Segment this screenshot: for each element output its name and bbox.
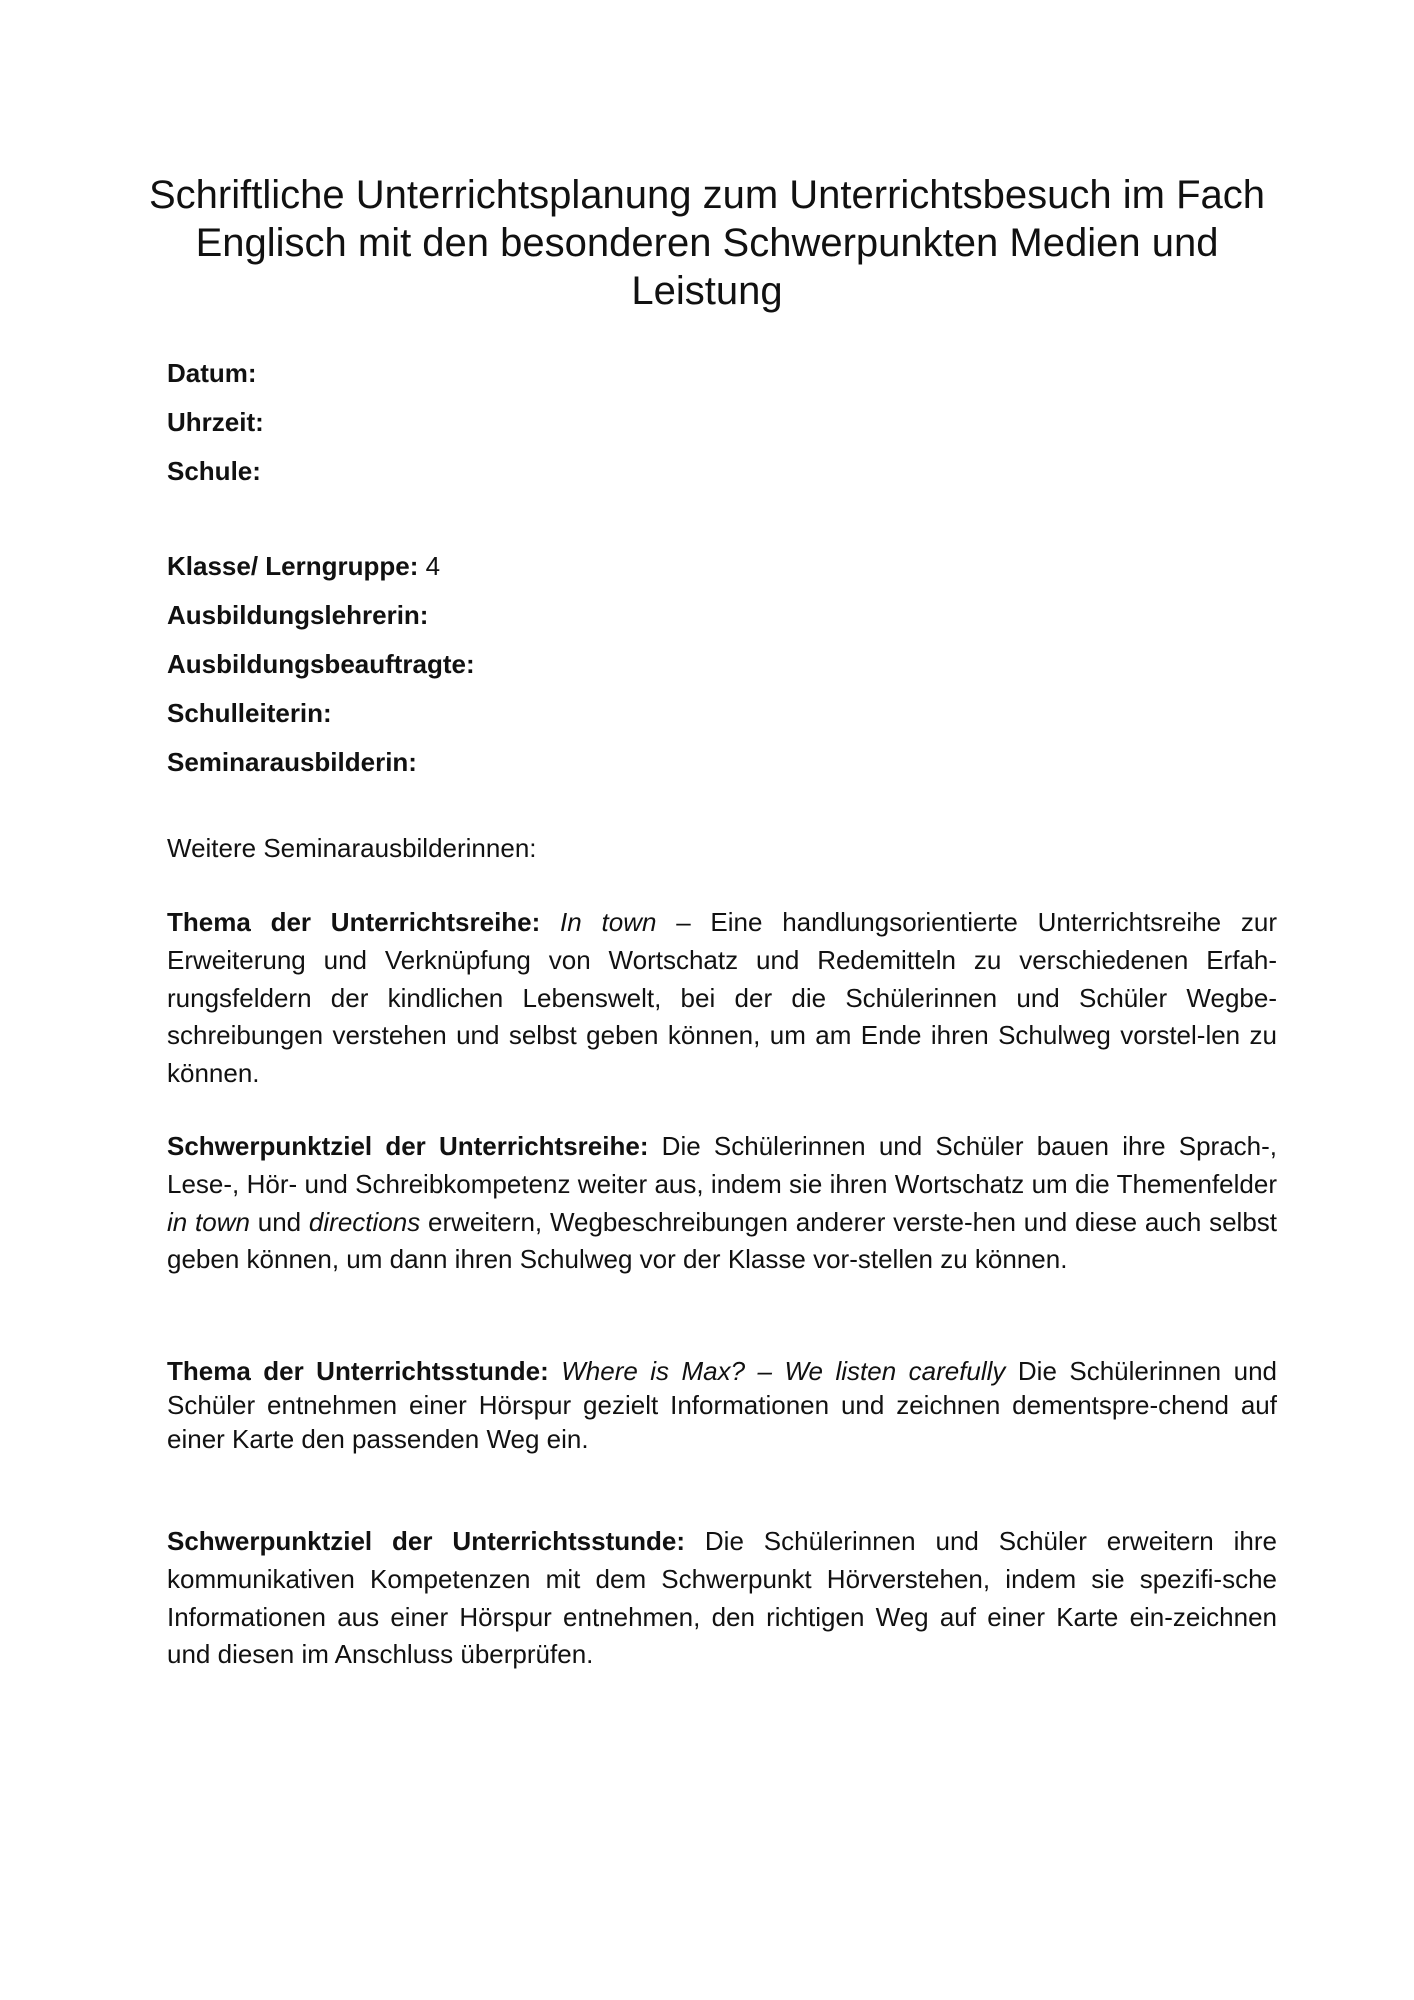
field-label: Uhrzeit:: [167, 407, 264, 437]
field-label: Seminarausbilderin:: [167, 747, 417, 777]
field-schulleiterin: [167, 689, 1277, 738]
field-label: Klasse/ Lerngruppe:: [167, 551, 419, 581]
stunde-ziel-paragraph: [167, 1523, 1277, 1674]
field-label: Schule:: [167, 456, 261, 486]
field-label: Datum:: [167, 358, 257, 388]
header-fields: [167, 349, 1277, 496]
paragraph-italic: In town: [540, 907, 657, 937]
reihe-ziel-paragraph: [167, 1128, 1277, 1279]
paragraph-label: Thema der Unterrichtsstunde:: [167, 1356, 549, 1386]
paragraph-label: Thema der Unterrichtsreihe:: [167, 907, 541, 937]
field-seminarausbilderin: [167, 738, 1277, 787]
document-title: Schriftliche Unterrichtsplanung zum Unterrichtsbesuch im Fach Englisch mit den besonderen Schwerpunkten Medien und Leistung: [149, 173, 1265, 313]
reihe-thema-paragraph: [167, 904, 1277, 1093]
paragraph-text: und: [249, 1206, 309, 1237]
field-ausbildungslehrerin: [167, 591, 1277, 640]
paragraph-text: erweitern, Wegbeschreibungen anderer verste-hen und diese auch selbst geben können, um dann ihren Schulweg vor der Klasse vor-stellen zu können.: [167, 1206, 1277, 1275]
paragraph-label: Schwerpunktziel der Unterrichtsstunde:: [167, 1526, 685, 1556]
field-uhrzeit: [167, 398, 1277, 447]
paragraph-text: – Eine handlungsorientierte Unterrichtsreihe zur Erweiterung und Verknüpfung von Wortschatz und Redemitteln zu verschiedenen Erfah-rungsfeldern der kindlichen Lebenswelt, bei der die Schülerinnen und Schüler Wegbe-schreibungen verstehen und selbst geben können, um am Ende ihren Schulweg vorstel-len zu können.: [167, 907, 1277, 1089]
paragraph-italic: Where is Max? – We listen carefully: [548, 1356, 1006, 1386]
field-label: Schulleiterin:: [167, 698, 332, 728]
field-value: 4: [418, 551, 441, 581]
field-label: Ausbildungsbeauftragte:: [167, 649, 475, 679]
paragraph-label: Schwerpunktziel der Unterrichtsreihe:: [167, 1131, 649, 1161]
weitere-seminarausbilderinnen: Weitere Seminarausbilderinnen:: [167, 833, 537, 863]
field-schule: [167, 447, 1277, 496]
field-klasse: [167, 542, 1277, 591]
paragraph-text: Die Schülerinnen und Schüler bauen ihre Sprach-, Lese-, Hör- und Schreibkompetenz weiter aus, indem sie ihren Wortschatz um die Themenfelder: [167, 1131, 1277, 1199]
people-fields: [167, 542, 1277, 787]
field-label: Ausbildungslehrerin:: [167, 600, 429, 630]
field-datum: [167, 349, 1277, 398]
stunde-thema-paragraph: [167, 1354, 1277, 1456]
field-ausbildungsbeauftragte: [167, 640, 1277, 689]
paragraph-italic: in town: [167, 1206, 250, 1237]
paragraph-italic: directions: [308, 1206, 421, 1237]
paragraph-text: Die Schülerinnen und Schüler erweitern ihre kommunikativen Kompetenzen mit dem Schwerpunkt Hörverstehen, indem sie spezifi-sche Informationen aus einer Hörspur entnehmen, den richtigen Weg auf einer Karte ein-zeichnen und diesen im Anschluss überprüfen.: [167, 1526, 1277, 1670]
paragraph-text: Die Schülerinnen und Schüler entnehmen einer Hörspur gezielt Informationen und zeichnen dementspre-chend auf einer Karte den passenden Weg ein.: [167, 1356, 1277, 1454]
